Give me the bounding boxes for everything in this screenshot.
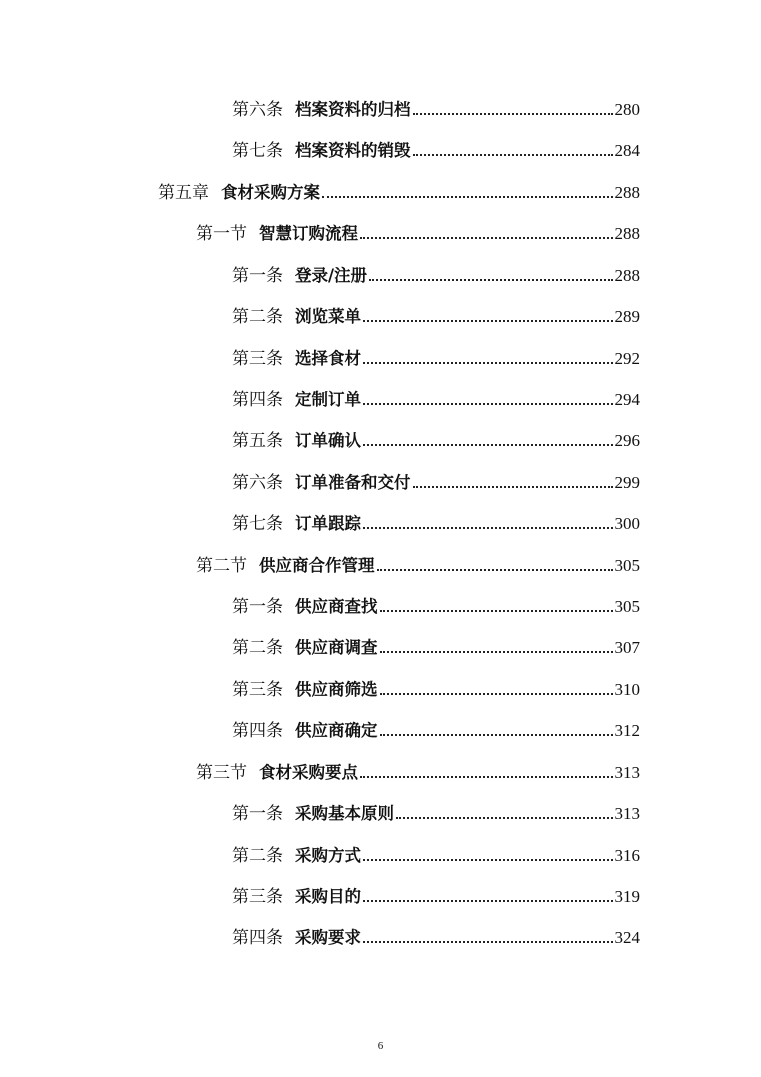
dot-leader bbox=[322, 194, 613, 198]
entry-title: 供应商合作管理 bbox=[259, 556, 375, 575]
toc-entry[interactable] bbox=[232, 510, 640, 538]
entry-page: 316 bbox=[614, 846, 640, 865]
page-number-footer: 6 bbox=[377, 1040, 384, 1052]
toc-entry[interactable] bbox=[232, 842, 640, 870]
dot-leader bbox=[360, 235, 613, 239]
entry-page: 305 bbox=[614, 597, 640, 616]
entry-page: 312 bbox=[614, 721, 640, 740]
entry-number: 第六条 bbox=[232, 100, 283, 120]
entry-page: 324 bbox=[614, 928, 640, 947]
entry-page: 288 bbox=[614, 183, 640, 202]
entry-page: 296 bbox=[614, 431, 640, 450]
entry-title: 供应商筛选 bbox=[295, 680, 378, 699]
dot-leader bbox=[413, 484, 613, 488]
entry-title: 选择食材 bbox=[295, 349, 361, 368]
entry-number: 第六条 bbox=[232, 473, 283, 493]
entry-page: 288 bbox=[614, 224, 640, 243]
toc-entry[interactable] bbox=[232, 634, 640, 662]
entry-page: 284 bbox=[614, 141, 640, 160]
toc-entry[interactable] bbox=[232, 262, 640, 290]
dot-leader bbox=[363, 857, 613, 861]
entry-page: 292 bbox=[614, 349, 640, 368]
entry-number: 第四条 bbox=[232, 721, 283, 741]
entry-title: 供应商查找 bbox=[295, 597, 378, 616]
entry-title: 食材采购要点 bbox=[259, 763, 358, 782]
entry-number: 第三条 bbox=[232, 349, 283, 369]
toc-entry-section[interactable] bbox=[196, 552, 640, 580]
dot-leader bbox=[369, 277, 612, 281]
entry-title: 订单跟踪 bbox=[295, 514, 361, 533]
entry-page: 280 bbox=[614, 100, 640, 119]
entry-number: 第七条 bbox=[232, 514, 283, 534]
dot-leader bbox=[363, 898, 613, 902]
dot-leader bbox=[377, 567, 613, 571]
toc-entry[interactable] bbox=[232, 345, 640, 373]
entry-title: 采购基本原则 bbox=[295, 804, 394, 823]
entry-title: 智慧订购流程 bbox=[259, 224, 358, 243]
toc-entry[interactable] bbox=[232, 883, 640, 911]
entry-page: 294 bbox=[614, 390, 640, 409]
entry-number: 第一条 bbox=[232, 804, 283, 824]
entry-number: 第二条 bbox=[232, 307, 283, 327]
entry-number: 第五章 bbox=[158, 183, 209, 203]
entry-number: 第三条 bbox=[232, 680, 283, 700]
entry-page: 307 bbox=[614, 638, 640, 657]
entry-title: 订单确认 bbox=[295, 431, 361, 450]
entry-number: 第四条 bbox=[232, 390, 283, 410]
toc-entry[interactable] bbox=[232, 800, 640, 828]
entry-title: 供应商调查 bbox=[295, 638, 378, 657]
toc-entry[interactable] bbox=[232, 593, 640, 621]
entry-page: 288 bbox=[614, 266, 640, 285]
entry-page: 319 bbox=[614, 887, 640, 906]
toc-entry-chapter[interactable] bbox=[158, 179, 640, 207]
entry-number: 第一条 bbox=[232, 266, 283, 286]
entry-number: 第一节 bbox=[196, 224, 247, 244]
dot-leader bbox=[413, 111, 613, 115]
dot-leader bbox=[363, 525, 613, 529]
entry-title: 定制订单 bbox=[295, 390, 361, 409]
toc-entry[interactable] bbox=[232, 96, 640, 124]
dot-leader bbox=[363, 442, 613, 446]
entry-number: 第五条 bbox=[232, 431, 283, 451]
dot-leader bbox=[380, 732, 613, 736]
toc-entry-section[interactable] bbox=[196, 220, 640, 248]
entry-page: 289 bbox=[614, 307, 640, 326]
dot-leader bbox=[363, 360, 613, 364]
entry-title: 登录/注册 bbox=[295, 266, 368, 285]
dot-leader bbox=[360, 774, 613, 778]
toc-entry[interactable] bbox=[232, 469, 640, 497]
entry-page: 305 bbox=[614, 556, 640, 575]
entry-number: 第一条 bbox=[232, 597, 283, 617]
toc-entry[interactable] bbox=[232, 303, 640, 331]
dot-leader bbox=[413, 152, 613, 156]
entry-title: 采购目的 bbox=[295, 887, 361, 906]
dot-leader bbox=[363, 939, 613, 943]
dot-leader bbox=[380, 691, 613, 695]
entry-page: 313 bbox=[614, 763, 640, 782]
entry-title: 订单准备和交付 bbox=[295, 473, 411, 492]
entry-number: 第二节 bbox=[196, 556, 247, 576]
entry-title: 供应商确定 bbox=[295, 721, 378, 740]
dot-leader bbox=[363, 401, 613, 405]
dot-leader bbox=[396, 815, 613, 819]
dot-leader bbox=[363, 318, 613, 322]
dot-leader bbox=[380, 608, 613, 612]
toc-entry[interactable] bbox=[232, 386, 640, 414]
entry-title: 档案资料的销毁 bbox=[295, 141, 411, 160]
toc-entry[interactable] bbox=[232, 427, 640, 455]
dot-leader bbox=[380, 649, 613, 653]
entry-title: 档案资料的归档 bbox=[295, 100, 411, 119]
toc-entry[interactable] bbox=[232, 676, 640, 704]
entry-page: 313 bbox=[614, 804, 640, 823]
entry-title: 食材采购方案 bbox=[221, 183, 320, 202]
entry-title: 采购方式 bbox=[295, 846, 361, 865]
toc-entry[interactable] bbox=[232, 717, 640, 745]
entry-number: 第二条 bbox=[232, 846, 283, 866]
entry-number: 第二条 bbox=[232, 638, 283, 658]
toc-entry-section[interactable] bbox=[196, 759, 640, 787]
entry-number: 第三条 bbox=[232, 887, 283, 907]
entry-number: 第三节 bbox=[196, 763, 247, 783]
entry-page: 310 bbox=[614, 680, 640, 699]
entry-page: 300 bbox=[614, 514, 640, 533]
toc-entry[interactable] bbox=[232, 137, 640, 165]
entry-page: 299 bbox=[614, 473, 640, 492]
entry-number: 第七条 bbox=[232, 141, 283, 161]
entry-title: 浏览菜单 bbox=[295, 307, 361, 326]
entry-title: 采购要求 bbox=[295, 928, 361, 947]
entry-number: 第四条 bbox=[232, 928, 283, 948]
toc-entry[interactable] bbox=[232, 924, 640, 952]
